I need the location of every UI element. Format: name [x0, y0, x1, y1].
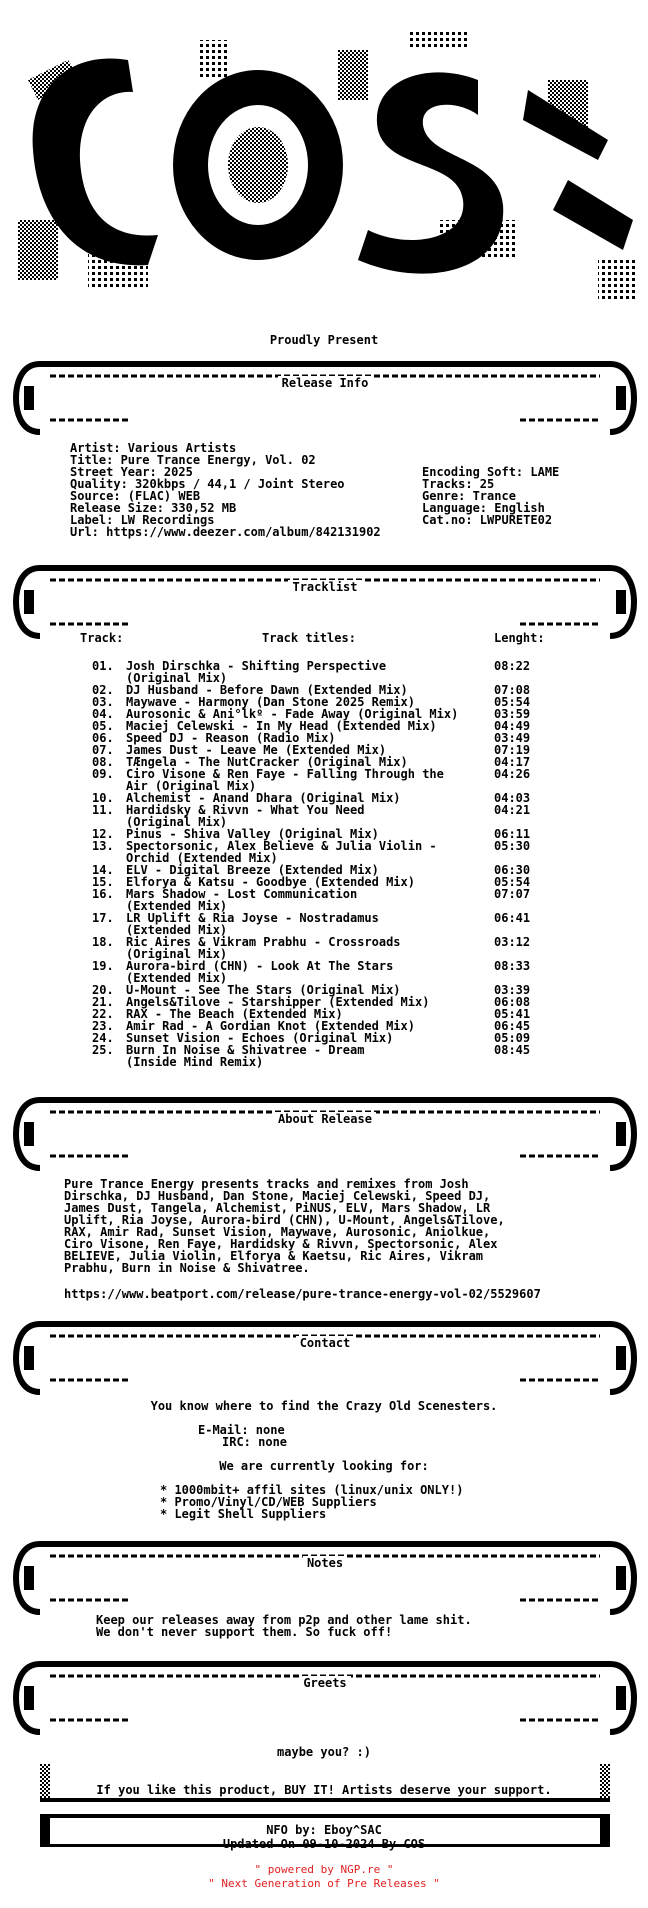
track-number: 24.	[92, 1031, 114, 1045]
track-length: 06:45	[494, 1019, 531, 1033]
footer-powered[interactable]: " powered by NGP.re "	[254, 1863, 394, 1876]
track-title: Sunset Vision - Echoes (Original Mix)	[126, 1031, 394, 1045]
tracklist-header-length: Lenght:	[494, 631, 545, 645]
track-row	[92, 804, 562, 828]
track-title: DJ Husband - Before Dawn (Extended Mix)	[126, 683, 408, 697]
track-length: 06:08	[494, 995, 531, 1009]
contact-irc: IRC: none	[222, 1435, 288, 1449]
track-number: 01.	[92, 659, 114, 673]
track-number: 04.	[92, 707, 114, 721]
track-row	[92, 768, 562, 792]
track-length: 06:11	[494, 827, 531, 841]
track-length: 03:49	[494, 731, 531, 745]
track-title: Elforya & Katsu - Goodbye (Extended Mix)	[126, 875, 415, 889]
track-length: 03:12	[494, 935, 531, 949]
frame-contact	[10, 1316, 640, 1400]
track-row	[92, 960, 562, 984]
credits-nfo: NFO by: Eboy^SAC	[266, 1823, 382, 1837]
tracklist	[0, 659, 648, 1069]
track-number: 06.	[92, 731, 114, 745]
track-title: ELV - Digital Breeze (Extended Mix)	[126, 863, 379, 877]
track-title: Ciro Visone & Ren Faye - Falling Through the Air (Original Mix)	[126, 767, 444, 793]
tracklist-header-titles: Track titles:	[262, 631, 356, 645]
release-genre: Genre: Trance	[422, 489, 516, 503]
track-number: 17.	[92, 911, 114, 925]
track-length: 07:08	[494, 683, 531, 697]
track-number: 03.	[92, 695, 114, 709]
section-title-notes: Notes	[10, 1556, 640, 1570]
track-length: 08:33	[494, 959, 531, 973]
release-artist: Artist: Various Artists	[70, 441, 237, 455]
track-title: Josh Dirschka - Shifting Perspective (Original Mix)	[126, 659, 387, 685]
track-length: 04:21	[494, 803, 531, 817]
track-length: 05:09	[494, 1031, 531, 1045]
track-number: 19.	[92, 959, 114, 973]
track-row	[92, 660, 562, 684]
track-number: 07.	[92, 743, 114, 757]
track-number: 15.	[92, 875, 114, 889]
footer-next: " Next Generation of Pre Releases "	[208, 1877, 440, 1890]
track-number: 21.	[92, 995, 114, 1009]
tracklist-header-track: Track:	[80, 631, 124, 645]
frame-border	[10, 1536, 640, 1620]
track-length: 08:45	[494, 1043, 531, 1057]
track-row	[92, 840, 562, 864]
track-number: 16.	[92, 887, 114, 901]
track-length: 05:54	[494, 695, 531, 709]
track-title: Maciej Celewski - In My Head (Extended Mix)	[126, 719, 437, 733]
track-length: 04:49	[494, 719, 531, 733]
track-title: Hardidsky & Rivvn - What You Need (Original Mix)	[126, 803, 365, 829]
track-length: 07:07	[494, 887, 531, 901]
release-title: Title: Pure Trance Energy, Vol. 02	[70, 453, 316, 467]
track-length: 05:54	[494, 875, 531, 889]
track-length: 05:30	[494, 839, 531, 853]
contact-line1: You know where to find the Crazy Old Scenesters.	[150, 1399, 498, 1413]
track-title: TÆngela - The NutCracker (Original Mix)	[126, 755, 408, 769]
track-title: Angels&Tilove - Starshipper (Extended Mix)	[126, 995, 430, 1009]
section-title-tracklist: Tracklist	[10, 580, 640, 594]
track-number: 18.	[92, 935, 114, 949]
track-number: 22.	[92, 1007, 114, 1021]
notes-line2: We don't never support them. So fuck off!	[96, 1625, 393, 1639]
track-row	[92, 912, 562, 936]
release-language: Language: English	[422, 501, 545, 515]
about-link[interactable]: https://www.beatport.com/release/pure-trance-energy-vol-02/5529607	[64, 1287, 541, 1301]
section-title-contact: Contact	[10, 1336, 640, 1350]
track-title: U-Mount - See The Stars (Original Mix)	[126, 983, 401, 997]
track-title: James Dust - Leave Me (Extended Mix)	[126, 743, 387, 757]
track-number: 13.	[92, 839, 114, 853]
track-number: 02.	[92, 683, 114, 697]
track-length: 06:41	[494, 911, 531, 925]
credits-updated: Updated On 09-10-2024 By COS	[222, 1837, 426, 1851]
track-length: 03:39	[494, 983, 531, 997]
release-source: Source: (FLAC) WEB	[70, 489, 201, 503]
notes-line1: Keep our releases away from p2p and other lame shit.	[96, 1613, 472, 1627]
cos-logo	[8, 20, 644, 320]
greets-maybe: maybe you? :)	[277, 1745, 371, 1759]
track-length: 03:59	[494, 707, 531, 721]
track-number: 23.	[92, 1019, 114, 1033]
section-title-release-info: Release Info	[10, 376, 640, 390]
frame-border	[10, 356, 640, 440]
greets-buy: If you like this product, BUY IT! Artists deserve your support.	[96, 1783, 552, 1797]
release-year: Street Year: 2025	[70, 465, 193, 479]
frame-greets	[10, 1656, 640, 1740]
frame-border	[10, 1092, 640, 1176]
frame-border	[10, 1656, 640, 1740]
release-tracks: Tracks: 25	[422, 477, 495, 491]
track-length: 04:17	[494, 755, 531, 769]
frame-about	[10, 1092, 640, 1176]
section-title-about: About Release	[10, 1112, 640, 1126]
track-title: Aurora-bird (CHN) - Look At The Stars (Extended Mix)	[126, 959, 394, 985]
track-title: Burn In Noise & Shivatree - Dream (Inside Mind Remix)	[126, 1043, 365, 1069]
release-catno: Cat.no: LWPURETE02	[422, 513, 553, 527]
release-label: Label: LW Recordings	[70, 513, 215, 527]
contact-looking: We are currently looking for:	[219, 1459, 429, 1473]
track-length: 08:22	[494, 659, 531, 673]
frame-release-info	[10, 356, 640, 440]
release-size: Release Size: 330,52 MB	[70, 501, 237, 515]
track-title: RAX - The Beach (Extended Mix)	[126, 1007, 343, 1021]
track-number: 20.	[92, 983, 114, 997]
frame-border	[10, 1316, 640, 1400]
track-row	[92, 1044, 562, 1068]
track-title: Mars Shadow - Lost Communication (Extended Mix)	[126, 887, 358, 913]
track-title: Alchemist - Anand Dhara (Original Mix)	[126, 791, 401, 805]
track-title: Aurosonic & Ani°lkº - Fade Away (Original Mix)	[126, 707, 459, 721]
track-row	[92, 936, 562, 960]
about-text: Pure Trance Energy presents tracks and remixes from Josh Dirschka, DJ Husband, Dan Stone, Maciej Celewski, Speed DJ, James Dust, Tangela, Alchemist, PiNUS, ELV, Mars Shadow, LR Uplift, Ria Joyse, Aurora-bird (CHN), U-Mount, Angels&Tilove, RAX, Amir Rad, Sunset Vision, Maywave, Aurosonic, Aniolkue, Ciro Visone, Ren Faye, Hardidsky & Rivvn, Spectorsonic, Alex BELIEVE, Julia Violin, Elforya & Kaetsu, Ric Aires, Vikram Prabhu, Burn in Noise & Shivatree.	[64, 1177, 505, 1275]
track-number: 25.	[92, 1043, 114, 1057]
logo-graphic	[8, 20, 644, 320]
track-length: 07:19	[494, 743, 531, 757]
track-number: 05.	[92, 719, 114, 733]
contact-email: E-Mail: none	[198, 1423, 285, 1437]
contact-item: * 1000mbit+ affil sites (linux/unix ONLY!)	[160, 1483, 464, 1497]
frame-notes	[10, 1536, 640, 1620]
release-encoding: Encoding Soft: LAME	[422, 465, 560, 479]
track-row	[92, 888, 562, 912]
track-number: 14.	[92, 863, 114, 877]
track-length: 05:41	[494, 1007, 531, 1021]
contact-item: * Promo/Vinyl/CD/WEB Suppliers	[160, 1495, 377, 1509]
track-title: Spectorsonic, Alex Believe & Julia Violin - Orchid (Extended Mix)	[126, 839, 437, 865]
track-title: Ric Aires & Vikram Prabhu - Crossroads (Original Mix)	[126, 935, 401, 961]
track-number: 08.	[92, 755, 114, 769]
section-title-greets: Greets	[10, 1676, 640, 1690]
track-number: 10.	[92, 791, 114, 805]
track-length: 04:03	[494, 791, 531, 805]
track-length: 04:26	[494, 767, 531, 781]
track-number: 09.	[92, 767, 114, 781]
release-quality: Quality: 320kbps / 44,1 / Joint Stereo	[70, 477, 345, 491]
track-title: Maywave - Harmony (Dan Stone 2025 Remix)	[126, 695, 415, 709]
track-title: LR Uplift & Ria Joyse - Nostradamus (Extended Mix)	[126, 911, 379, 937]
contact-item: * Legit Shell Suppliers	[160, 1507, 327, 1521]
proudly-present: Proudly Present	[269, 333, 379, 347]
track-title: Pinus - Shiva Valley (Original Mix)	[126, 827, 379, 841]
track-title: Speed DJ - Reason (Radio Mix)	[126, 731, 336, 745]
track-number: 12.	[92, 827, 114, 841]
release-url: Url: https://www.deezer.com/album/842131902	[70, 525, 381, 539]
track-number: 11.	[92, 803, 114, 817]
track-title: Amir Rad - A Gordian Knot (Extended Mix)	[126, 1019, 415, 1033]
track-length: 06:30	[494, 863, 531, 877]
